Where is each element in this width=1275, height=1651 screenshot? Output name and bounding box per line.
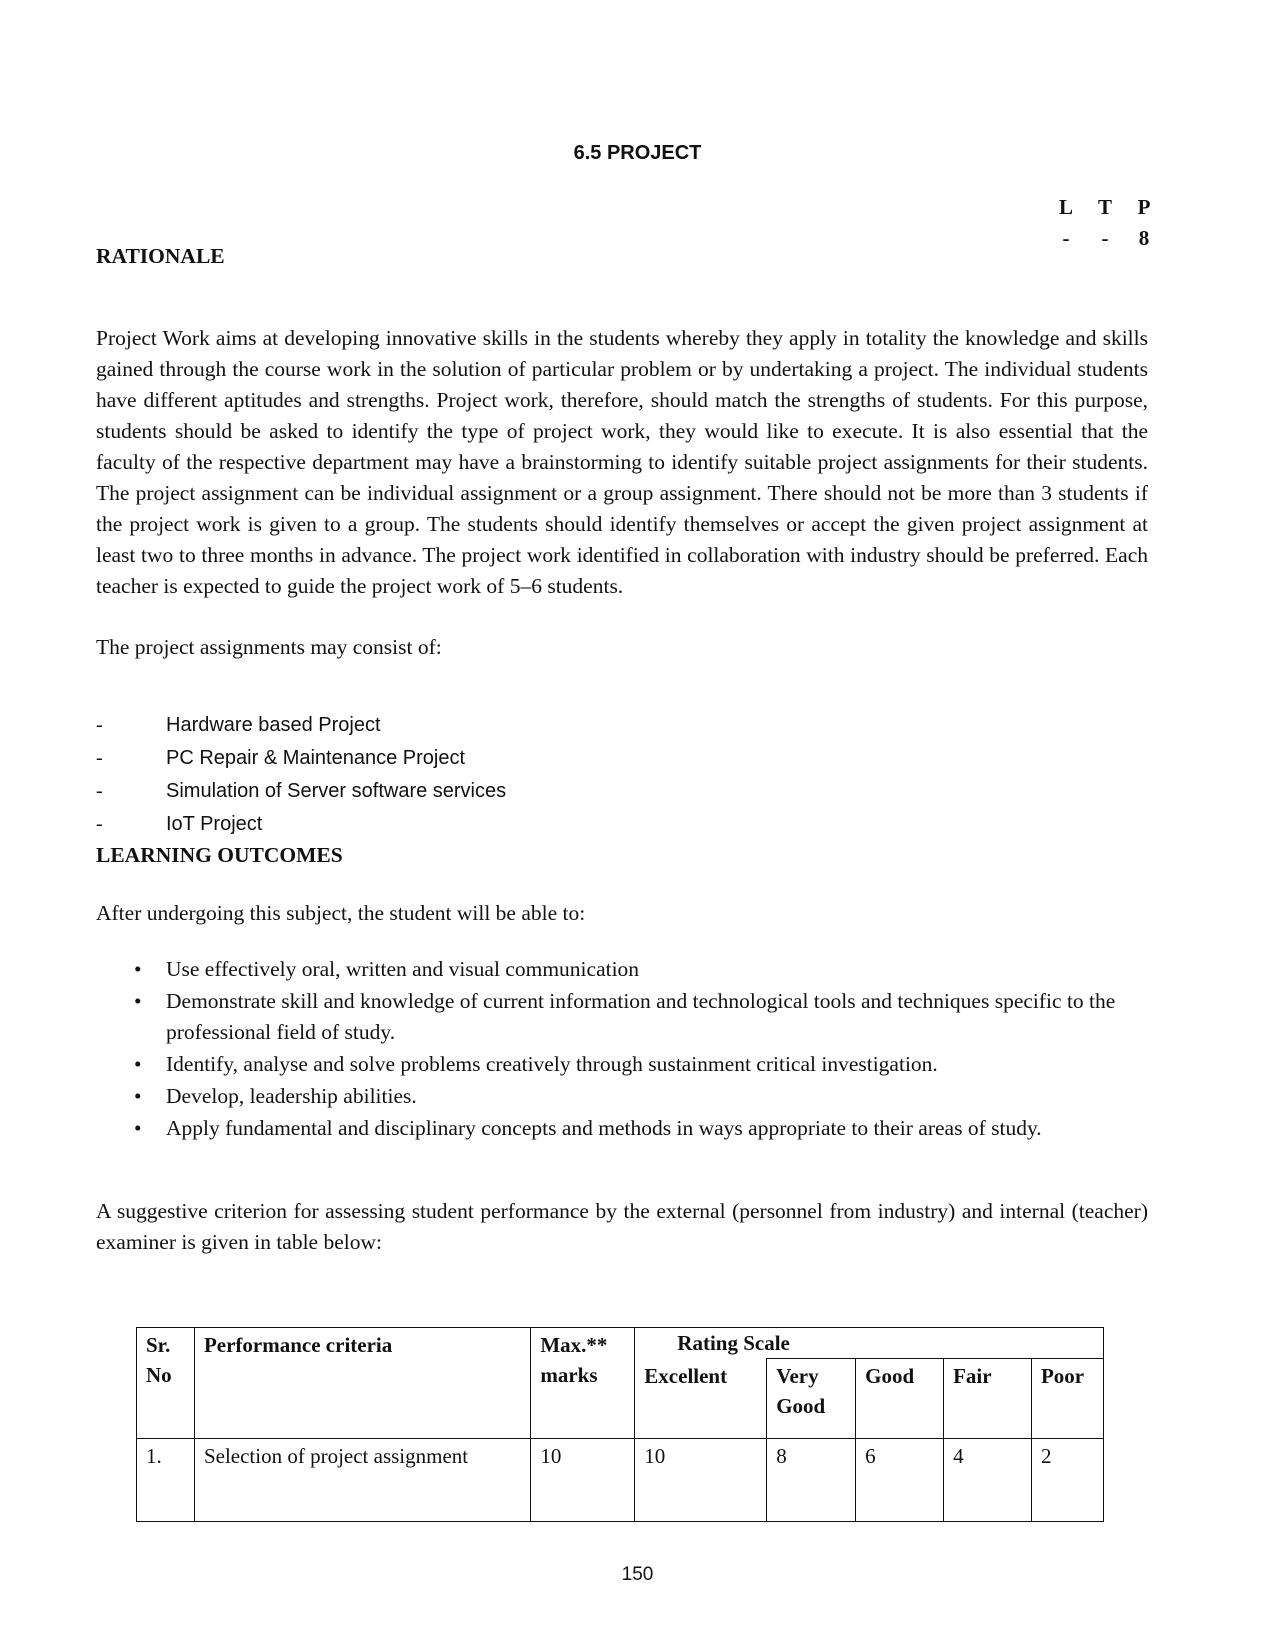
project-types-list [96, 709, 506, 841]
ltp-block [1055, 195, 1155, 257]
page-number: 150 [621, 1564, 654, 1585]
cell-max: 10 [531, 1439, 635, 1522]
list-item [96, 742, 506, 775]
cell-very-good: 8 [767, 1439, 856, 1522]
dash-marker: - [96, 780, 103, 802]
list-item [96, 1081, 1148, 1112]
list-item-label: Simulation of Server software services [166, 780, 507, 802]
list-item [96, 986, 1148, 1048]
cell-good: 6 [856, 1439, 944, 1522]
cell-criteria: Selection of project assignment [194, 1439, 530, 1522]
ltp-p: P [1137, 195, 1151, 219]
header-rating-scale: Rating Scale [635, 1328, 1104, 1359]
ltp-l: L [1058, 195, 1073, 219]
header-excellent: Excellent [635, 1359, 767, 1439]
page-title: 6.5 PROJECT [573, 142, 702, 164]
assessment-intro: A suggestive criterion for assessing student performance by the external (personnel from industry) and internal (teacher) examiner is given in table below: [96, 1199, 1148, 1254]
dash-marker: - [96, 747, 103, 769]
ltp-l-value: - [1062, 226, 1070, 250]
list-item-label: Develop, leadership abilities. [166, 1084, 417, 1108]
list-item [96, 775, 506, 808]
bullet-marker: • [134, 957, 142, 981]
list-item [96, 954, 1148, 985]
header-sr-no: Sr. No [137, 1328, 195, 1439]
ltp-t-value: - [1101, 226, 1109, 250]
header-good: Good [856, 1359, 944, 1439]
bullet-marker: • [134, 1052, 142, 1076]
header-very-good: Very Good [767, 1359, 856, 1439]
list-intro: The project assignments may consist of: [96, 635, 442, 659]
cell-excellent: 10 [635, 1439, 767, 1522]
cell-fair: 4 [944, 1439, 1032, 1522]
ltp-values [1055, 226, 1155, 257]
list-item-label: Demonstrate skill and knowledge of current information and technological tools and techniques specific to the professional field of study. [166, 989, 1116, 1044]
bullet-marker: • [134, 1084, 142, 1108]
dash-marker: - [96, 714, 103, 736]
cell-sr: 1. [137, 1439, 195, 1522]
list-item-label: Hardware based Project [166, 714, 381, 736]
header-poor: Poor [1031, 1359, 1103, 1439]
header-fair: Fair [944, 1359, 1032, 1439]
header-max-marks: Max.** marks [531, 1328, 635, 1439]
list-item-label: Use effectively oral, written and visual communication [166, 957, 640, 981]
list-item-label: Identify, analyse and solve problems creatively through sustainment critical investigation. [166, 1052, 938, 1076]
learning-outcomes-intro: After undergoing this subject, the student will be able to: [96, 901, 586, 925]
bullet-marker: • [134, 1116, 142, 1140]
ltp-p-value: 8 [1138, 226, 1150, 250]
rationale-body: Project Work aims at developing innovative skills in the students whereby they apply in totality the knowledge and skills gained through the course work in the solution of particular problem or by undertaking a project. The individual students have different aptitudes and strengths. Project work, therefore, should match the strengths of students. For this purpose, students should be asked to identify the type of project work, they would like to execute. It is also essential that the faculty of the respective department may have a brainstorming to identify suitable project assignments for their students. The project assignment can be individual assignment or a group assignment. There should not be more than 3 students if the project work is given to a group. The students should identify themselves or accept the given project assignment at least two to three months in advance. The project work identified in collaboration with industry should be preferred. Each teacher is expected to guide the project work of 5–6 students. [96, 326, 1148, 598]
rationale-heading: RATIONALE [96, 244, 225, 268]
list-item-label: Apply fundamental and disciplinary concepts and methods in ways appropriate to their areas of study. [166, 1116, 1042, 1140]
list-item [96, 1049, 1148, 1080]
table-row [137, 1439, 1104, 1522]
table-header-row [137, 1328, 1104, 1359]
performance-table [136, 1327, 1104, 1522]
ltp-t: T [1097, 195, 1112, 219]
learning-outcomes-list [96, 954, 1148, 1145]
dash-marker: - [96, 813, 103, 835]
learning-outcomes-heading: LEARNING OUTCOMES [96, 843, 343, 867]
list-item-label: PC Repair & Maintenance Project [166, 747, 466, 769]
ltp-headers [1055, 195, 1155, 226]
list-item [96, 808, 506, 841]
header-performance-criteria: Performance criteria [194, 1328, 530, 1439]
list-item [96, 709, 506, 742]
list-item [96, 1113, 1148, 1144]
list-item-label: IoT Project [166, 813, 263, 835]
bullet-marker: • [134, 989, 142, 1013]
cell-poor: 2 [1031, 1439, 1103, 1522]
